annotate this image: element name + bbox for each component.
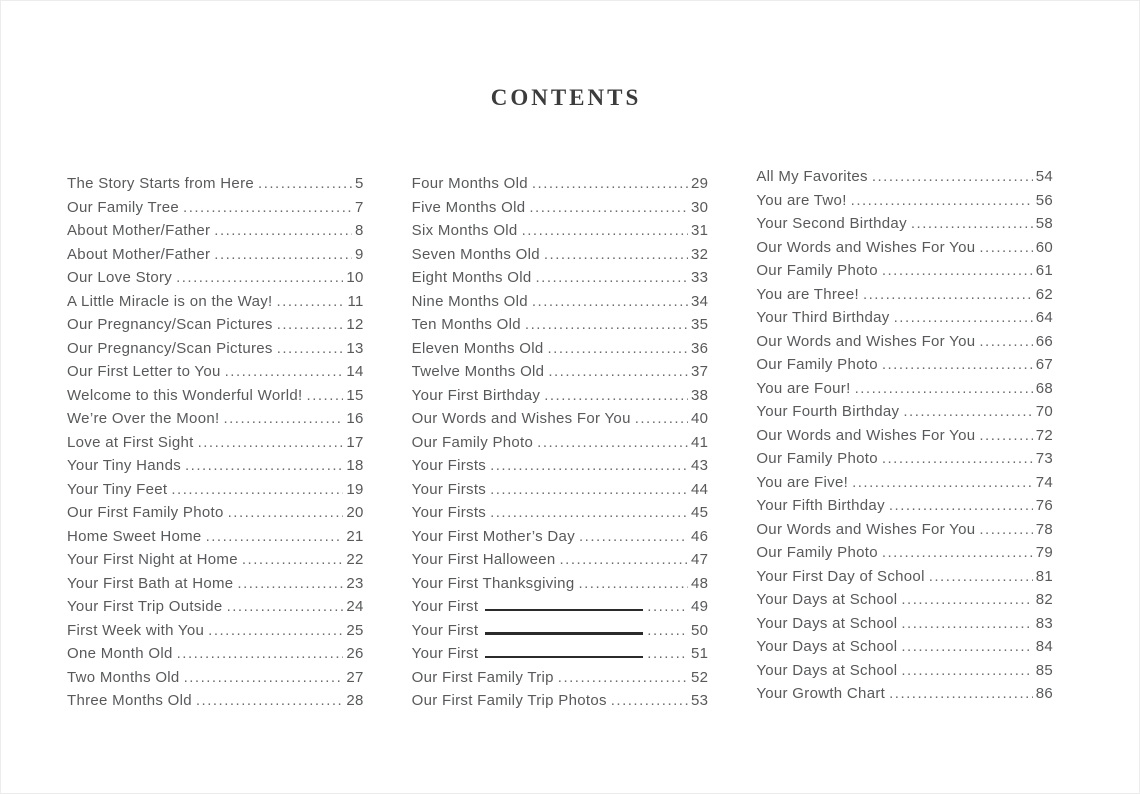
dot-leader [855, 380, 1033, 397]
toc-entry-label: Our Words and Wishes For You [756, 332, 976, 350]
dot-leader [183, 199, 352, 216]
toc-entry [67, 316, 364, 340]
toc-entry-label: One Month Old [67, 645, 173, 662]
toc-entry-page: 85 [1035, 661, 1053, 679]
dot-leader [979, 333, 1032, 350]
toc-entry-page: 81 [1035, 567, 1053, 585]
dot-leader [903, 403, 1032, 420]
toc-entry [412, 481, 709, 505]
toc-entry [756, 309, 1053, 333]
toc-entry-page: 44 [691, 480, 709, 498]
toc-entry-page: 23 [346, 574, 364, 592]
toc-entry-page: 13 [346, 339, 364, 357]
dot-leader [258, 175, 352, 192]
toc-entry-page: 21 [346, 527, 364, 545]
toc-entry-page: 83 [1035, 614, 1053, 632]
toc-entry-label: Our Family Photo [756, 262, 878, 279]
toc-entry [412, 199, 709, 223]
toc-entry-page: 46 [691, 527, 709, 545]
toc-entry-label: Your Days at School [756, 591, 898, 608]
toc-entry [67, 175, 364, 199]
toc-entry [412, 269, 709, 293]
toc-entry-page: 50 [691, 621, 709, 639]
toc-entry-page: 86 [1035, 685, 1053, 702]
toc-entry-label: Your Fifth Birthday [756, 497, 885, 514]
toc-entry [756, 239, 1053, 263]
toc-entry [756, 497, 1053, 521]
toc-entry-page: 30 [691, 198, 709, 216]
toc-entry-page: 18 [346, 457, 364, 474]
toc-entry-label: Welcome to this Wonderful World! [67, 386, 303, 404]
toc-entry [412, 316, 709, 340]
toc-entry-label: Ten Months Old [411, 316, 521, 333]
dot-leader [560, 551, 689, 568]
dot-leader [579, 528, 688, 545]
dot-leader [490, 481, 688, 498]
toc-entry-label: Two Months Old [67, 668, 180, 686]
toc-entry-page: 67 [1035, 356, 1053, 373]
fill-in-blank-line [485, 632, 643, 635]
dot-leader [184, 669, 344, 686]
toc-entry-page: 41 [691, 433, 709, 451]
toc-entry [67, 199, 364, 223]
dot-leader [227, 598, 344, 615]
toc-entry [67, 434, 364, 458]
toc-entry [412, 622, 709, 646]
dot-leader [525, 316, 688, 333]
dot-leader [532, 175, 688, 192]
toc-entry-label: Your Days at School [756, 661, 898, 679]
toc-entry-page: 45 [691, 504, 709, 521]
toc-entry [67, 246, 364, 270]
toc-entry-page: 34 [691, 292, 709, 310]
toc-entry-label: Your Third Birthday [756, 309, 890, 326]
dot-leader [889, 497, 1033, 514]
dot-leader [911, 215, 1033, 232]
toc-entry-label: Our Family Photo [756, 544, 878, 561]
toc-entry-label: Your Firsts [411, 457, 487, 474]
toc-entry [67, 551, 364, 575]
toc-entry-label: Our Family Photo [411, 433, 534, 451]
toc-entry-label: Twelve Months Old [411, 363, 545, 380]
toc-entry-page: 24 [346, 598, 364, 615]
dot-leader [548, 363, 688, 380]
toc-entry-label: Six Months Old [411, 222, 518, 239]
toc-entry-label: Your First Thanksgiving [411, 574, 575, 592]
toc-entry-page: 62 [1035, 285, 1053, 303]
toc-entry-label: Your First Mother’s Day [411, 527, 576, 545]
toc-entry [412, 598, 709, 622]
toc-entry-page: 78 [1035, 520, 1053, 538]
dot-leader [851, 192, 1033, 209]
dot-leader [882, 450, 1033, 467]
toc-entry-label: Your First [411, 645, 479, 662]
toc-entry [412, 387, 709, 411]
toc-entry [412, 457, 709, 481]
toc-entry-label: Your Growth Chart [756, 685, 886, 702]
toc-entry-page: 29 [691, 175, 709, 192]
toc-entry [756, 356, 1053, 380]
toc-entry-label: Our Love Story [67, 269, 173, 286]
toc-entry-page: 76 [1035, 497, 1053, 514]
dot-leader [647, 598, 688, 615]
toc-entry [412, 340, 709, 364]
toc-entry [756, 615, 1053, 639]
toc-entry [756, 262, 1053, 286]
dot-leader [196, 692, 344, 709]
dot-leader [558, 669, 688, 686]
toc-entry [756, 215, 1053, 239]
toc-entry [67, 363, 364, 387]
toc-entry-label: Your Tiny Hands [67, 457, 182, 474]
toc-column-1 [67, 175, 364, 716]
toc-entry-page: 20 [346, 504, 364, 521]
toc-entry-label: Your First Bath at Home [67, 574, 234, 592]
toc-entry-page: 5 [355, 175, 364, 192]
toc-entry-page: 10 [346, 269, 364, 286]
toc-entry-label: Your Firsts [411, 504, 487, 521]
toc-entry-label: Our Words and Wishes For You [411, 410, 631, 427]
toc-columns [67, 168, 1053, 716]
toc-entry-label: Our First Family Photo [67, 504, 224, 521]
dot-leader [237, 575, 343, 592]
toc-entry [412, 246, 709, 270]
toc-entry-page: 12 [346, 316, 364, 333]
toc-entry [756, 685, 1053, 709]
fill-in-blank-line [485, 656, 643, 659]
toc-entry-page: 40 [691, 410, 709, 427]
toc-entry [412, 363, 709, 387]
toc-entry-label: We’re Over the Moon! [67, 410, 220, 427]
dot-leader [177, 645, 344, 662]
dot-leader [894, 309, 1033, 326]
dot-leader [882, 544, 1033, 561]
toc-entry-label: Our Words and Wishes For You [756, 238, 976, 256]
dot-leader [979, 521, 1032, 538]
toc-entry-label: Our Pregnancy/Scan Pictures [67, 316, 273, 333]
toc-entry-page: 25 [346, 621, 364, 639]
toc-column-3 [756, 168, 1053, 709]
toc-entry [67, 457, 364, 481]
toc-entry-label: Our Pregnancy/Scan Pictures [67, 339, 273, 357]
toc-entry [756, 450, 1053, 474]
toc-entry-label: You are Two! [756, 191, 847, 209]
toc-entry-label: Eleven Months Old [411, 339, 544, 357]
toc-entry-label: Seven Months Old [411, 245, 540, 263]
toc-entry-page: 14 [346, 363, 364, 380]
dot-leader [198, 434, 344, 451]
dot-leader [214, 246, 352, 263]
toc-entry-label: First Week with You [67, 621, 205, 639]
toc-entry-label: About Mother/Father [67, 245, 211, 263]
toc-entry [67, 387, 364, 411]
toc-entry-label: Your First [411, 621, 479, 639]
toc-entry-page: 36 [691, 339, 709, 357]
toc-entry-page: 66 [1035, 332, 1053, 350]
toc-entry [412, 222, 709, 246]
toc-entry [412, 504, 709, 528]
toc-entry [67, 340, 364, 364]
toc-entry [756, 638, 1053, 662]
dot-leader [171, 481, 343, 498]
toc-entry-label: Your First Trip Outside [67, 598, 223, 615]
toc-entry [67, 269, 364, 293]
toc-entry [67, 222, 364, 246]
dot-leader [901, 615, 1032, 632]
toc-entry-label: Our Family Photo [756, 450, 878, 467]
dot-leader [544, 387, 688, 404]
toc-entry [756, 591, 1053, 615]
toc-entry-label: You are Four! [756, 379, 851, 397]
dot-leader [176, 269, 343, 286]
toc-entry [67, 528, 364, 552]
toc-entry [67, 645, 364, 669]
fill-in-blank-line [485, 609, 643, 612]
toc-entry [756, 168, 1053, 192]
dot-leader [578, 575, 688, 592]
toc-entry-label: Your Days at School [756, 614, 898, 632]
dot-leader [929, 568, 1033, 585]
toc-entry-page: 7 [355, 198, 364, 216]
toc-entry-page: 74 [1035, 473, 1053, 491]
toc-entry-page: 61 [1035, 262, 1053, 279]
dot-leader [307, 387, 344, 404]
toc-entry-label: Nine Months Old [411, 292, 528, 310]
toc-entry-page: 60 [1035, 238, 1053, 256]
dot-leader [223, 410, 343, 427]
toc-entry-page: 43 [691, 457, 709, 474]
toc-entry-label: Your Days at School [756, 638, 898, 655]
toc-entry [412, 692, 709, 716]
dot-leader [228, 504, 344, 521]
dot-leader [529, 199, 688, 216]
toc-entry [67, 481, 364, 505]
toc-entry-label: Love at First Sight [67, 433, 194, 451]
toc-entry [756, 474, 1053, 498]
dot-leader [490, 504, 688, 521]
dot-leader [979, 239, 1032, 256]
toc-entry-page: 48 [691, 574, 709, 592]
dot-leader [532, 293, 688, 310]
toc-entry-label: Your First Halloween [411, 551, 556, 568]
toc-entry-label: Your First Day of School [756, 567, 925, 585]
toc-entry-page: 54 [1035, 168, 1053, 185]
toc-entry-label: Your First [411, 598, 479, 615]
dot-leader [863, 286, 1033, 303]
toc-entry-label: Four Months Old [411, 175, 528, 192]
toc-entry-page: 9 [355, 245, 364, 263]
toc-entry-page: 82 [1035, 591, 1053, 608]
dot-leader [647, 645, 688, 662]
toc-entry-page: 64 [1035, 309, 1053, 326]
toc-entry-page: 27 [346, 668, 364, 686]
toc-entry-label: You are Three! [756, 285, 859, 303]
toc-entry-page: 72 [1035, 426, 1053, 444]
toc-entry [412, 645, 709, 669]
toc-entry-label: Our First Letter to You [67, 363, 221, 380]
toc-entry [756, 380, 1053, 404]
toc-entry-label: Your First Birthday [411, 386, 541, 404]
toc-entry [412, 434, 709, 458]
toc-entry [67, 622, 364, 646]
dot-leader [277, 316, 344, 333]
dot-leader [979, 427, 1032, 444]
toc-entry-page: 38 [691, 386, 709, 404]
toc-entry-label: Your Fourth Birthday [756, 403, 900, 420]
toc-entry [67, 410, 364, 434]
dot-leader [206, 528, 344, 545]
toc-entry [67, 598, 364, 622]
dot-leader [901, 638, 1032, 655]
dot-leader [889, 685, 1033, 702]
toc-entry [412, 528, 709, 552]
dot-leader [536, 269, 689, 286]
toc-entry-page: 26 [346, 645, 364, 662]
toc-entry [67, 575, 364, 599]
toc-entry-page: 84 [1035, 638, 1053, 655]
toc-entry-label: Our Words and Wishes For You [756, 426, 976, 444]
toc-entry [67, 692, 364, 716]
dot-leader [277, 293, 345, 310]
toc-entry-page: 35 [691, 316, 709, 333]
toc-entry [412, 175, 709, 199]
toc-entry-page: 22 [346, 551, 364, 568]
toc-entry-label: About Mother/Father [67, 222, 211, 239]
toc-entry-page: 8 [355, 222, 364, 239]
toc-entry-label: Your Second Birthday [756, 215, 907, 232]
dot-leader [635, 410, 688, 427]
toc-entry [756, 192, 1053, 216]
toc-entry [412, 293, 709, 317]
toc-entry-page: 17 [346, 433, 364, 451]
toc-entry-page: 19 [346, 480, 364, 498]
toc-entry [756, 286, 1053, 310]
toc-entry-label: Our Family Photo [756, 356, 878, 373]
toc-entry-label: Your Tiny Feet [67, 480, 168, 498]
dot-leader [185, 457, 343, 474]
toc-entry-label: All My Favorites [756, 168, 868, 185]
toc-entry [756, 521, 1053, 545]
toc-entry-label: You are Five! [756, 473, 849, 491]
toc-entry-page: 16 [346, 410, 364, 427]
dot-leader [548, 340, 689, 357]
toc-entry-label: Our Words and Wishes For You [756, 520, 976, 538]
toc-entry-label: Your First Night at Home [67, 551, 238, 568]
dot-leader [225, 363, 344, 380]
dot-leader [882, 262, 1033, 279]
dot-leader [882, 356, 1033, 373]
dot-leader [537, 434, 688, 451]
page-title: CONTENTS [490, 85, 642, 110]
toc-entry-page: 33 [691, 269, 709, 286]
dot-leader [901, 591, 1032, 608]
dot-leader [522, 222, 688, 239]
toc-entry-label: Home Sweet Home [67, 527, 202, 545]
toc-entry-label: Three Months Old [67, 692, 192, 709]
toc-entry [756, 662, 1053, 686]
toc-entry [756, 403, 1053, 427]
toc-entry-page: 58 [1035, 215, 1053, 232]
toc-entry-label: Five Months Old [411, 198, 526, 216]
toc-entry-label: A Little Miracle is on the Way! [67, 292, 273, 310]
toc-entry [67, 669, 364, 693]
toc-entry-label: Our Family Tree [67, 198, 180, 216]
toc-entry-page: 31 [691, 222, 709, 239]
toc-entry [67, 293, 364, 317]
toc-entry-page: 52 [691, 668, 709, 686]
toc-entry [756, 544, 1053, 568]
toc-entry [756, 333, 1053, 357]
toc-entry [412, 575, 709, 599]
toc-entry-page: 37 [691, 363, 709, 380]
toc-entry [412, 410, 709, 434]
dot-leader [852, 474, 1033, 491]
dot-leader [208, 622, 343, 639]
dot-leader [611, 692, 688, 709]
toc-entry-page: 79 [1035, 544, 1053, 561]
toc-entry-page: 49 [691, 598, 709, 615]
toc-entry-page: 68 [1035, 379, 1053, 397]
dot-leader [872, 168, 1033, 185]
toc-entry-label: Your Firsts [411, 480, 487, 498]
toc-column-2 [412, 175, 709, 716]
toc-entry-page: 47 [691, 551, 709, 568]
dot-leader [490, 457, 688, 474]
toc-entry-page: 70 [1035, 403, 1053, 420]
dot-leader [544, 246, 688, 263]
toc-entry-label: Eight Months Old [411, 269, 532, 286]
toc-entry-page: 73 [1035, 450, 1053, 467]
toc-entry-page: 53 [691, 692, 709, 709]
toc-entry [756, 427, 1053, 451]
dot-leader [901, 662, 1032, 679]
dot-leader [277, 340, 344, 357]
dot-leader [647, 622, 688, 639]
toc-entry [412, 669, 709, 693]
toc-entry-page: 56 [1035, 191, 1053, 209]
dot-leader [242, 551, 343, 568]
toc-entry-page: 11 [347, 292, 364, 310]
toc-entry-label: The Story Starts from Here [67, 175, 255, 192]
toc-entry-label: Our First Family Trip Photos [411, 692, 607, 709]
toc-entry [67, 504, 364, 528]
toc-entry-page: 51 [691, 645, 709, 662]
toc-entry [412, 551, 709, 575]
toc-entry-page: 28 [346, 692, 364, 709]
toc-entry-page: 15 [346, 386, 364, 404]
toc-entry [756, 568, 1053, 592]
toc-entry-page: 32 [691, 245, 709, 263]
dot-leader [214, 222, 352, 239]
toc-entry-label: Our First Family Trip [411, 668, 554, 686]
